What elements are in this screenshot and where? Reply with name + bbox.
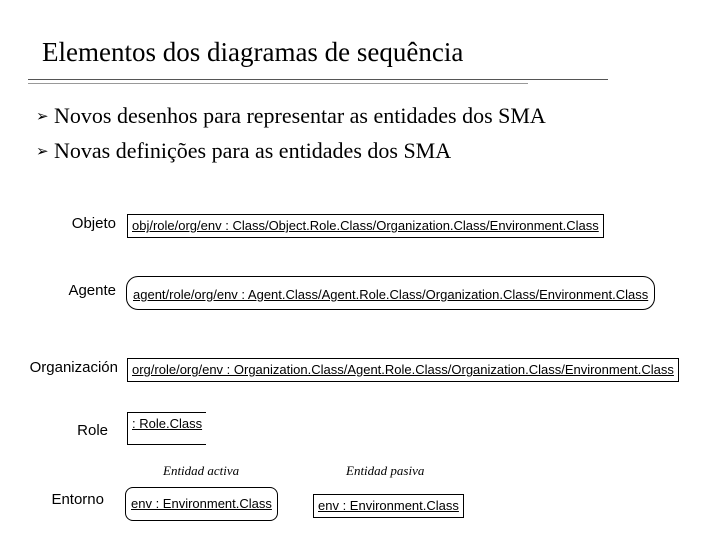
- agente-label: Agente: [68, 282, 116, 299]
- bullet-item: [36, 103, 546, 129]
- entorno-label: Entorno: [51, 491, 104, 508]
- slide-title: Elementos dos diagramas de sequência: [42, 37, 464, 67]
- entidad-activa-caption: Entidad activa: [163, 463, 240, 478]
- objeto-label: Objeto: [71, 215, 116, 232]
- bullet-text: Novas definições para as entidades dos SMA: [54, 138, 452, 163]
- agente-lifeline-head: agent/role/org/env : Agent.Class/Agent.Role.Class/Organization.Class/Environment.Class: [126, 276, 655, 310]
- entidad-pasiva-caption: Entidad pasiva: [346, 463, 425, 478]
- title-underline-secondary: [28, 83, 528, 84]
- bullet-text: Novos desenhos para representar as entidades dos SMA: [54, 103, 546, 128]
- role-lifeline-head: : Role.Class: [127, 412, 206, 445]
- organizacion-label: Organización: [29, 359, 118, 376]
- organizacion-lifeline-head: org/role/org/env : Organization.Class/Agent.Role.Class/Organization.Class/Environment.Class: [127, 358, 679, 382]
- role-label: Role: [77, 422, 108, 439]
- entorno-activa-lifeline-head: env : Environment.Class: [125, 487, 278, 521]
- objeto-lifeline-head: obj/role/org/env : Class/Object.Role.Class/Organization.Class/Environment.Class: [127, 214, 604, 238]
- arrow-bullet-icon: ➢: [36, 142, 49, 160]
- bullet-item: [36, 138, 451, 164]
- arrow-bullet-icon: ➢: [36, 107, 49, 125]
- entorno-pasiva-lifeline-head: env : Environment.Class: [313, 494, 464, 518]
- title-underline: [28, 79, 608, 80]
